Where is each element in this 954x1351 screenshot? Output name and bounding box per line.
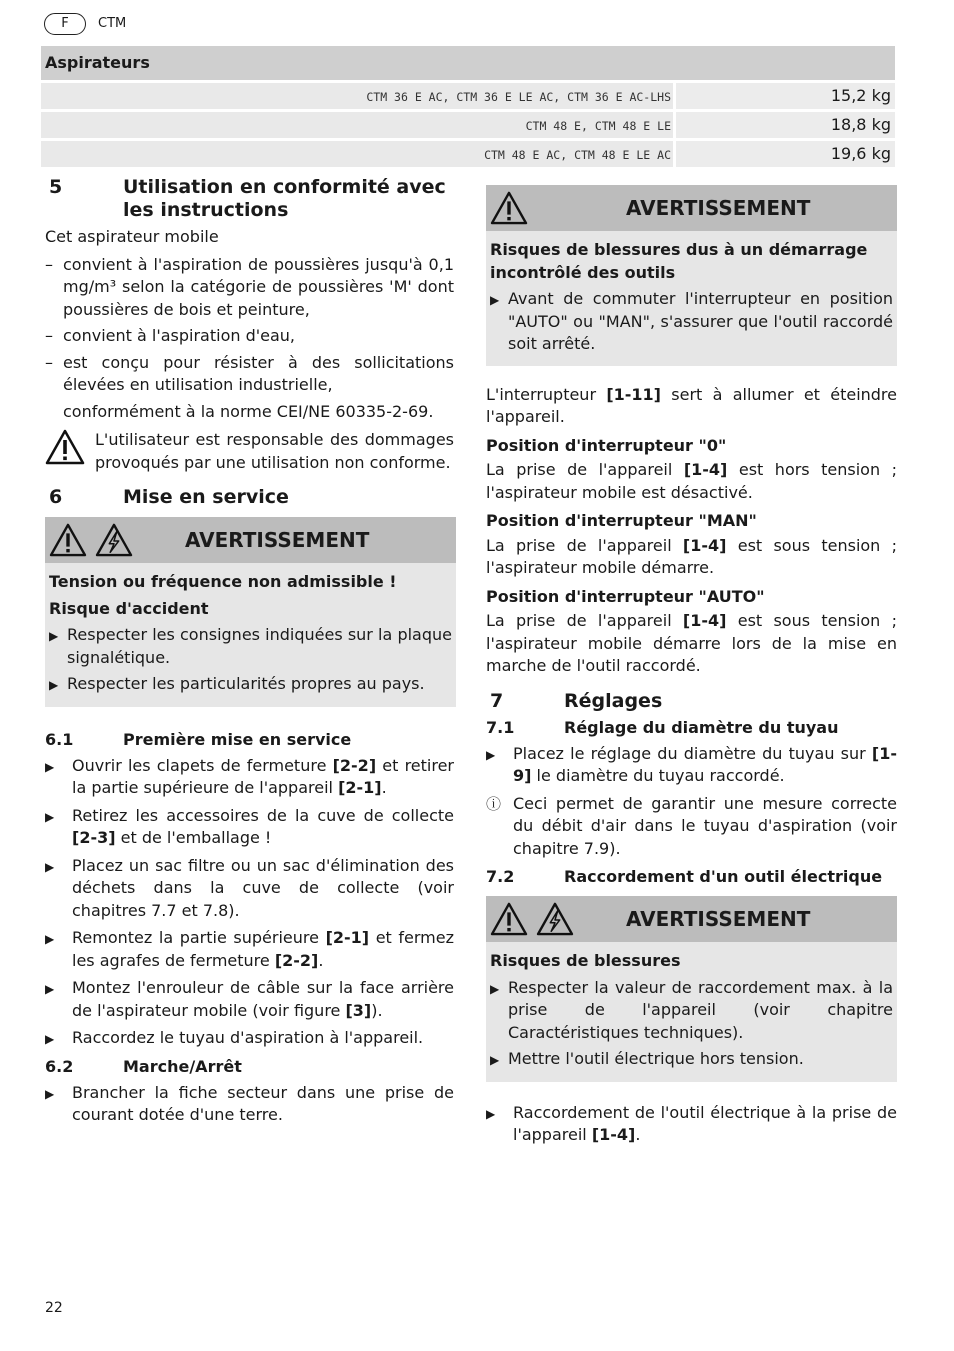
section-5-heading	[45, 176, 454, 222]
dash-marker: –	[45, 326, 53, 345]
table-row	[41, 141, 895, 167]
triangle-bullet-icon: ▶	[490, 293, 500, 307]
section-title: Utilisation en conformité avec les instructions	[123, 176, 446, 221]
list-item-text: Respecter les particularités propres au pays.	[67, 674, 425, 693]
step-text: Raccordement de l'outil électrique à la prise de l'appareil [1-4].	[513, 1102, 897, 1144]
step-item	[45, 755, 454, 800]
weight-cell: 18,8 kg	[673, 112, 895, 138]
section-7-2-heading	[486, 866, 897, 888]
caution-note-text: L'utilisateur est responsable des dommages provoqués par une utilisation non conforme.	[95, 430, 454, 472]
warning-triangle-icon	[45, 429, 85, 465]
switch-position-title: Position d'interrupteur "MAN"	[486, 511, 757, 530]
triangle-bullet-icon: ▶	[49, 629, 59, 643]
step-item	[45, 927, 454, 972]
info-note	[486, 793, 897, 861]
section-title: Première mise en service	[123, 729, 352, 749]
page-header	[44, 12, 126, 36]
triangle-bullet-icon: ▶	[45, 759, 55, 774]
weight-table-title: Aspirateurs	[41, 46, 895, 80]
triangle-bullet-icon: ▶	[486, 1106, 496, 1121]
warning-title: AVERTISSEMENT	[626, 906, 811, 931]
section-title: Réglages	[564, 689, 663, 712]
step-item	[45, 805, 454, 850]
right-column	[486, 185, 897, 1152]
warning-line: Tension ou fréquence non admissible !	[49, 572, 397, 591]
dash-marker: –	[45, 352, 53, 372]
weight-cell: 15,2 kg	[673, 83, 895, 109]
step-text: Placez le réglage du diamètre du tuyau sur [1-9] le diamètre du tuyau raccordé.	[513, 743, 897, 785]
section-title: Raccordement d'un outil électrique	[564, 867, 883, 886]
list-item	[45, 352, 454, 397]
intro-text: Cet aspirateur mobile	[45, 227, 219, 246]
warning-line: Risques de blessures	[490, 951, 681, 970]
list-item	[490, 977, 893, 1045]
step-item	[486, 743, 897, 788]
list-item	[45, 254, 454, 322]
section-number: 6.2	[45, 1056, 74, 1076]
warning-box	[45, 517, 456, 707]
warning-title: AVERTISSEMENT	[626, 195, 811, 220]
switch-position-text: La prise de l'appareil [1-4] est hors tension ; l'aspirateur mobile est désactivé.	[486, 460, 897, 502]
step-text: Montez l'enrouleur de câble sur la face arrière de l'aspirateur mobile (voir figure [3]).	[72, 978, 454, 1020]
step-text: Retirez les accessoires de la cuve de collecte [2-3] et de l'emballage !	[72, 805, 454, 847]
triangle-bullet-icon: ▶	[490, 981, 500, 996]
weight-cell: 19,6 kg	[673, 141, 895, 167]
warning-line: Risques de blessures dus à un démarrage incontrôlé des outils	[490, 240, 868, 282]
product-name: CTM	[98, 15, 127, 31]
page-number: 22	[45, 1300, 63, 1316]
warning-triangle-icon	[49, 523, 87, 557]
info-note-text: Ceci permet de garantir une mesure correcte du débit d'air dans le tuyau d'aspiration (voir chapitre 7.9).	[513, 793, 897, 858]
model-cell: CTM 48 E AC, CTM 48 E LE AC	[484, 148, 671, 162]
switch-position-text: La prise de l'appareil [1-4] est sous tension ; l'aspirateur mobile démarre lors de la mise en marche de l'outil raccordé.	[486, 611, 897, 675]
step-text: Remontez la partie supérieure [2-1] et fermez les agrafes de fermeture [2-2].	[72, 928, 454, 970]
triangle-bullet-icon: ▶	[45, 982, 55, 996]
dash-marker: –	[45, 254, 53, 274]
electric-hazard-icon	[95, 523, 133, 557]
warning-line: Risque d'accident	[49, 598, 209, 618]
warning-box	[486, 896, 897, 1082]
warning-triangle-icon	[490, 902, 528, 936]
norm-text: conformément à la norme CEI/NE 60335-2-69.	[63, 401, 434, 421]
triangle-bullet-icon: ▶	[45, 932, 55, 946]
switch-position-title: Position d'interrupteur "0"	[486, 435, 727, 455]
section-6-1-heading	[45, 729, 454, 751]
list-item-text: convient à l'aspiration de poussières jusqu'à 0,1 mg/m³ selon la catégorie de poussières 'M' dont poussières de bois et peinture,	[63, 254, 454, 319]
list-item	[49, 673, 452, 697]
step-text: Placez un sac filtre ou un sac d'élimination des déchets dans la cuve de collecte (voir chapitres 7.7 et 7.8).	[72, 855, 454, 920]
switch-intro: L'interrupteur [1-11] sert à allumer et éteindre l'appareil.	[486, 384, 897, 426]
warning-header	[486, 185, 897, 231]
section-7-1-heading	[486, 717, 897, 739]
info-icon: ⓘ	[486, 794, 502, 813]
step-item	[45, 855, 454, 923]
list-item	[490, 288, 893, 356]
list-item-text: Avant de commuter l'interrupteur en position "AUTO" ou "MAN", s'assurer que l'outil raccordé soit arrêté.	[508, 289, 893, 353]
warning-header	[486, 896, 897, 942]
language-badge: F	[44, 13, 86, 35]
section-6-heading	[45, 486, 454, 509]
warning-box	[486, 185, 897, 366]
section-title: Marche/Arrêt	[123, 1056, 242, 1076]
warning-header	[45, 517, 456, 563]
section-number: 7.1	[486, 717, 515, 737]
triangle-bullet-icon: ▶	[49, 678, 59, 692]
list-item	[490, 1048, 893, 1072]
triangle-bullet-icon: ▶	[45, 809, 55, 824]
warning-body	[486, 231, 897, 356]
triangle-bullet-icon: ▶	[45, 1032, 55, 1046]
list-item-text: Respecter la valeur de raccordement max. à la prise de l'appareil (voir chapitre Caractéristiques techniques).	[508, 977, 893, 1042]
warning-title: AVERTISSEMENT	[185, 527, 370, 552]
section-number: 6	[49, 486, 63, 508]
warning-body	[45, 563, 456, 697]
caution-note	[45, 429, 454, 474]
step-item	[45, 977, 454, 1022]
list-item-text: Mettre l'outil électrique hors tension.	[508, 1049, 804, 1068]
weight-table	[41, 46, 895, 167]
warning-body	[486, 942, 897, 1072]
section-7-heading	[486, 690, 897, 713]
step-item	[45, 1082, 454, 1127]
section-title: Réglage du diamètre du tuyau	[564, 717, 839, 737]
left-column	[45, 176, 454, 1132]
triangle-bullet-icon: ▶	[45, 859, 55, 874]
step-text: Brancher la fiche secteur dans une prise de courant dotée d'une terre.	[72, 1082, 454, 1124]
section-number: 5	[49, 176, 63, 198]
list-item-text: Respecter les consignes indiquées sur la plaque signalétique.	[67, 625, 452, 667]
switch-position-title: Position d'interrupteur "AUTO"	[486, 586, 765, 606]
switch-position-text: La prise de l'appareil [1-4] est sous tension ; l'aspirateur mobile démarre.	[486, 535, 897, 577]
step-item	[486, 1102, 897, 1147]
section-number: 7	[490, 689, 504, 712]
section-number: 6.1	[45, 729, 74, 749]
model-cell: CTM 36 E AC, CTM 36 E LE AC, CTM 36 E AC-LHS	[366, 90, 671, 104]
triangle-bullet-icon: ▶	[45, 1086, 55, 1101]
list-item	[49, 624, 452, 669]
section-6-2-heading	[45, 1056, 454, 1078]
section-title: Mise en service	[123, 486, 289, 508]
electric-hazard-icon	[536, 902, 574, 936]
list-item-text: est conçu pour résister à des sollicitations élevées en utilisation industrielle,	[63, 352, 454, 394]
triangle-bullet-icon: ▶	[486, 747, 496, 762]
step-item	[45, 1027, 454, 1051]
step-text: Raccordez le tuyau d'aspiration à l'appareil.	[72, 1028, 424, 1047]
model-cell: CTM 48 E, CTM 48 E LE	[525, 119, 671, 133]
list-item	[45, 325, 454, 348]
warning-triangle-icon	[490, 191, 528, 225]
section-number: 7.2	[486, 867, 515, 886]
table-row	[41, 112, 895, 138]
step-text: Ouvrir les clapets de fermeture [2-2] et retirer la partie supérieure de l'appareil [2-1].	[72, 755, 455, 797]
list-item-text: convient à l'aspiration d'eau,	[63, 326, 296, 345]
table-row	[41, 83, 895, 109]
triangle-bullet-icon: ▶	[490, 1053, 500, 1067]
